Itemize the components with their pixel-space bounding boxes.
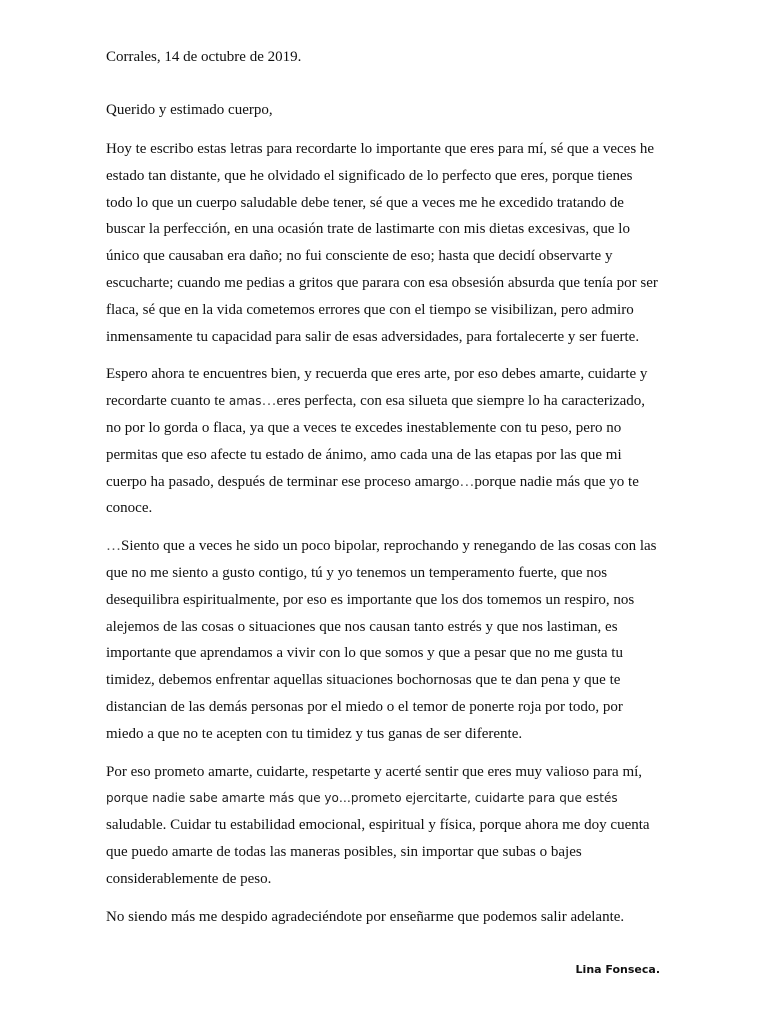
paragraph-4-line: que puedo amarte de todas las maneras posibles, sin importar que subas o bajes	[106, 843, 582, 860]
paragraph-1-line: escucharte; cuando me pedias a gritos que parara con esa obsesión absurda que tenía por ser	[106, 274, 658, 291]
paragraph-1	[106, 136, 662, 350]
paragraph-2-line: no por lo gorda o flaca, ya que a veces te excedes inestablemente con tu peso, pero no	[106, 419, 622, 436]
letter-greeting: Querido y estimado cuerpo,	[106, 102, 273, 118]
paragraph-1-line: flaca, sé que en la vida cometemos errores que con el tiempo se visibilizan, pero admiro	[106, 301, 634, 318]
ellipsis: …	[459, 473, 475, 490]
paragraph-3-line: timidez, debemos enfrentar aquellas situaciones bochornosas que te dan pena y que te	[106, 672, 621, 689]
paragraph-4-line: considerablemente de peso.	[106, 870, 272, 887]
paragraph-3-line: miedo a que no te acepten con tu timidez y tus ganas de ser diferente.	[106, 725, 523, 742]
paragraph-2-line	[106, 388, 662, 415]
text-fragment: eres perfecta, con esa silueta que siempre lo ha caracterizado,	[276, 393, 646, 410]
signature: Lina Fonseca.	[575, 963, 660, 976]
paragraph-2-line: conoce.	[106, 500, 153, 517]
paragraph-2-line	[106, 469, 662, 496]
paragraph-1-line: estado tan distante, que he olvidado el significado de lo perfecto que eres, porque tienes	[106, 167, 633, 184]
paragraph-3-line: distancian de las demás personas por el miedo o el temor de ponerte roja por todo, por	[106, 698, 623, 715]
paragraph-2-line: permitas que eso afecte tu estado de ánimo, amo cada una de las etapas por las que mi	[106, 446, 622, 463]
paragraph-3-line	[106, 533, 662, 560]
paragraph-1-line: buscar la perfección, en una ocasión trate de lastimarte con mis dietas excesivas, que lo	[106, 221, 630, 238]
paragraph-3	[106, 533, 662, 747]
paragraph-4-line: saludable. Cuidar tu estabilidad emocional, espiritual y física, porque ahora me doy cuenta	[106, 817, 650, 834]
ellipsis: …	[106, 538, 121, 555]
paragraph-4	[106, 759, 662, 893]
paragraph-1-line: inmensamente tu capacidad para salir de esas adversidades, para fortalecerte y ser fuerte.	[106, 328, 640, 345]
text-fragment: recordarte cuanto te	[106, 393, 229, 410]
text-fragment: porque nadie más que yo te	[474, 473, 639, 490]
paragraph-5-line: No siendo más me despido agradeciéndote por enseñarme que podemos salir adelante.	[106, 908, 625, 925]
ellipsis: …	[261, 393, 277, 410]
text-fragment-alt-font: amas	[228, 394, 262, 409]
text-fragment: Siento que a veces he sido un poco bipolar, reprochando y renegando de las cosas con las	[121, 538, 657, 555]
paragraph-1-line: único que causaban era daño; no fui consciente de eso; hasta que decidí observarte y	[106, 248, 613, 265]
letter-body	[106, 136, 662, 941]
paragraph-2	[106, 361, 662, 522]
paragraph-1-line: Hoy te escribo estas letras para recordarte lo importante que eres para mí, sé que a veces he	[106, 141, 655, 157]
paragraph-1-line: todo lo que un cuerpo saludable debe tener, sé que a veces me he excedido tratando de	[106, 194, 624, 211]
paragraph-3-line: que no me siento a gusto contigo, tú y yo tenemos un temperamento fuerte, que nos	[106, 564, 608, 581]
paragraph-5	[106, 904, 662, 931]
paragraph-3-line: importante que aprendamos a vivir con lo que somos y que a pesar que no me gusta tu	[106, 645, 623, 662]
paragraph-4-line: Por eso prometo amarte, cuidarte, respetarte y acerté sentir que eres muy valioso para mí,	[106, 763, 643, 780]
paragraph-3-line: desequilibra espiritualmente, por eso es importante que los dos tomemos un respiro, nos	[106, 591, 635, 608]
text-fragment: cuerpo ha pasado, después de terminar ese proceso amargo	[106, 473, 460, 490]
letter-date: Corrales, 14 de octubre de 2019.	[106, 49, 302, 65]
paragraph-3-line: alejemos de las cosas o situaciones que nos causan tanto estrés y que nos lastiman, es	[106, 618, 618, 635]
paragraph-2-line: Espero ahora te encuentres bien, y recuerda que eres arte, por eso debes amarte, cuidarte y	[106, 366, 648, 383]
paragraph-4-line-alt-font: porque nadie sabe amarte más que yo…prometo ejercitarte, cuidarte para que estés	[106, 791, 618, 806]
